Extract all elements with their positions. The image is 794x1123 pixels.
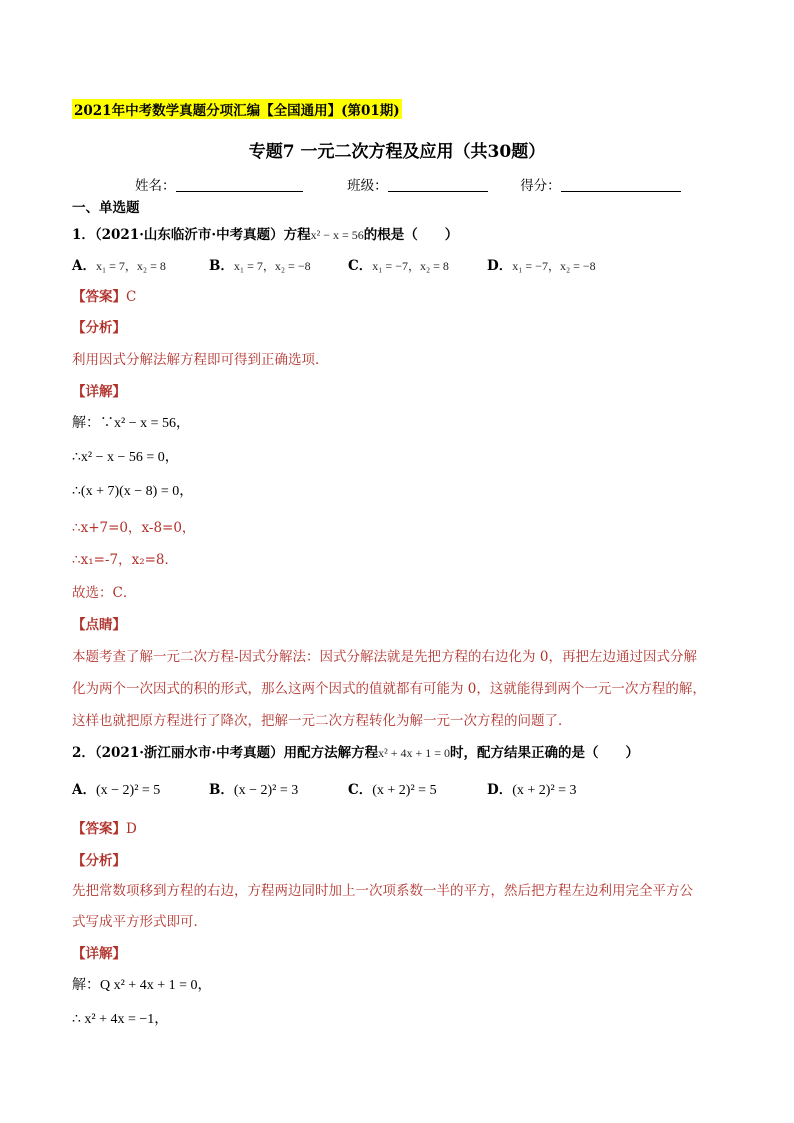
- score-blank: [561, 177, 681, 192]
- q2-option-c: C．(x + 2)² = 5: [348, 782, 437, 798]
- q2-step-2: ∴ x² + 4x = −1，: [72, 1012, 169, 1027]
- q1-analysis-tag: 【分析】: [72, 320, 126, 336]
- q2-stem-suffix: 时，配方结果正确的是（ ）: [450, 745, 640, 761]
- q2-stem-prefix: 2．（2021·浙江丽水市·中考真题）用配方法解方程: [72, 745, 379, 761]
- q2-option-b: B．(x − 2)² = 3: [209, 782, 299, 798]
- q1-option-b: B．x₁ = 7，x₂ = −8: [209, 258, 311, 274]
- score-label: 得分：: [520, 178, 561, 194]
- q1-step-3: ∴(x + 7)(x − 8) = 0，: [72, 484, 194, 499]
- q1-comment-tag: 【点睛】: [72, 617, 126, 633]
- name-label: 姓名：: [135, 178, 176, 194]
- q1-step-5: ∴x₁=-7，x₂=8．: [72, 552, 179, 568]
- q1-analysis: 利用因式分解法解方程即可得到正确选项．: [72, 352, 329, 368]
- q1-comment-line-1: 本题考查了解一元二次方程-因式分解法：因式分解法就是先把方程的右边化为 0，再把左边通过因式分解: [72, 649, 697, 665]
- student-info-row: [135, 177, 681, 195]
- q1-step-6: 故选：C．: [72, 585, 137, 601]
- q1-answer: 【答案】C: [72, 289, 137, 305]
- q2-step-1: 解：Q x² + 4x + 1 = 0，: [72, 978, 212, 993]
- q2-detail-tag: 【详解】: [72, 946, 126, 962]
- q1-step-2: ∴x² − x − 56 = 0，: [72, 450, 179, 465]
- q1-stem-math: x² − x = 56: [310, 228, 364, 242]
- page-title: 专题7 一元二次方程及应用（共30题）: [248, 142, 546, 162]
- q1-option-d: D．x₁ = −7，x₂ = −8: [487, 258, 596, 274]
- q1-step-4: ∴x+7=0，x-8=0，: [72, 520, 196, 536]
- q2-stem-math: x² + 4x + 1 = 0: [378, 746, 451, 760]
- q1-option-c: C．x₁ = −7，x₂ = 8: [348, 258, 449, 274]
- q1-detail-tag: 【详解】: [72, 384, 126, 400]
- class-blank: [388, 177, 488, 192]
- question-2-stem: [72, 744, 639, 762]
- q2-analysis-line-1: 先把常数项移到方程的右边，方程两边同时加上一次项系数一半的平方，然后把方程左边利用完全平方公: [72, 883, 693, 899]
- q1-comment-line-2: 化为两个一次因式的积的形式，那么这两个因式的值就都有可能为 0，这就能得到两个一元一次方程的解，: [72, 681, 706, 697]
- q2-analysis-tag: 【分析】: [72, 853, 126, 869]
- q1-step-1: 解：∵x² − x = 56，: [72, 416, 190, 431]
- q1-stem-suffix: 的根是（ ）: [363, 227, 459, 243]
- class-label: 班级：: [347, 178, 388, 194]
- q2-option-d: D．(x + 2)² = 3: [487, 782, 577, 798]
- q2-answer: 【答案】D: [72, 821, 137, 837]
- q2-option-a: A．(x − 2)² = 5: [72, 782, 161, 798]
- name-blank: [176, 177, 303, 192]
- q1-stem-prefix: 1．（2021·山东临沂市·中考真题）方程: [72, 227, 311, 243]
- question-1-stem: [72, 226, 458, 244]
- series-header: 2021年中考数学真题分项汇编【全国通用】(第01期): [72, 99, 402, 119]
- q1-comment-line-3: 这样也就把原方程进行了降次，把解一元二次方程转化为解一元一次方程的问题了．: [72, 713, 572, 729]
- q2-analysis-line-2: 式写成平方形式即可．: [72, 914, 207, 930]
- section-heading: 一、单选题: [72, 200, 140, 216]
- q1-option-a: A．x₁ = 7，x₂ = 8: [72, 258, 166, 274]
